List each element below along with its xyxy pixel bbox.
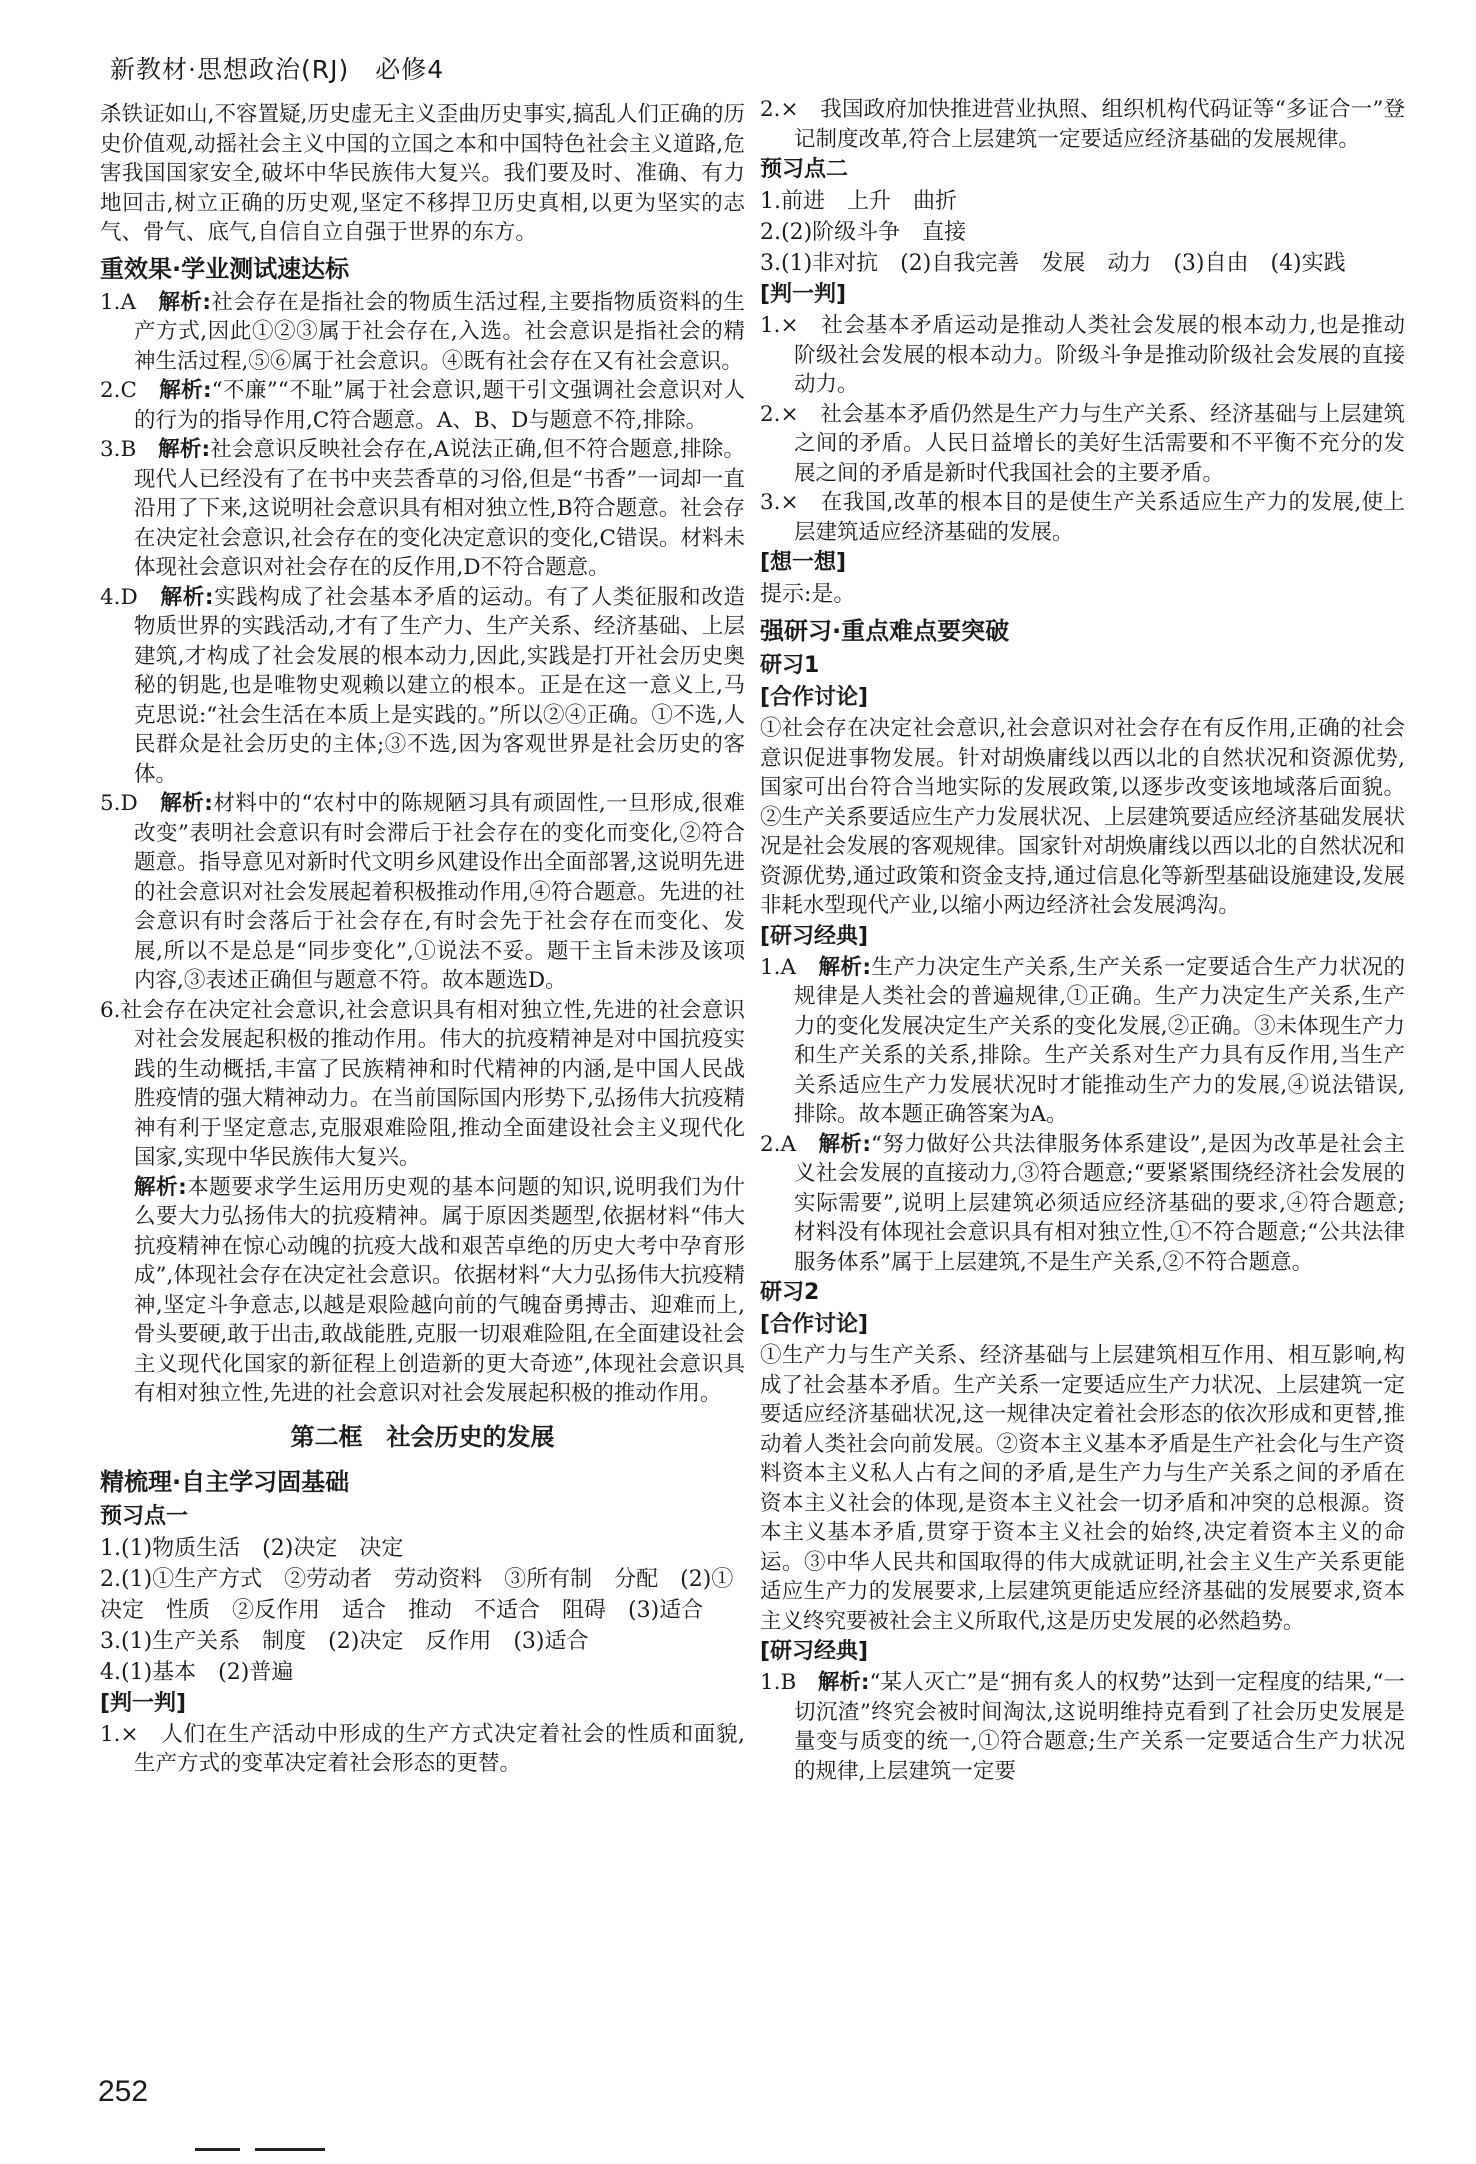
section-heading-study: 强研习·重点难点要突破 [760,617,1010,645]
analysis-label: 解析: [160,584,214,610]
classic-list-2 [760,1668,1405,1786]
answer-number: 1.A [100,289,159,315]
answer-item [760,1668,1405,1786]
analysis-label: 解析: [159,378,212,403]
judge-list [760,311,1405,547]
analysis-label: 解析: [817,1670,870,1695]
analysis-label: 解析: [158,289,211,315]
classic-list-1 [760,953,1405,1278]
analysis-text: “不廉”“不耻”属于社会意识,题干引文强调社会意识对人的行为的指导作用,C符合题意。A、B、D与题意不符,排除。 [134,378,745,433]
section-heading-effect: 重效果·学业测试速达标 [100,254,350,283]
page-header: 新教材·思想政治(RJ) 必修4 [110,55,445,84]
preview-point-1: 预习点一 [100,1503,189,1529]
footer-mark [195,2148,240,2151]
answer-number: 2.A [760,1131,819,1157]
analysis-text: “努力做好公共法律服务体系建设”,是因为改革是社会主义社会发展的直接动力,③符合题意;“要紧紧围绕经济社会发展的实际需要”,说明上层建筑必须适应经济基础的要求,④符合题意;材料没有体现社会意识具有相对独立性,①不符合题意;“公共法律服务体系”属于上层建筑,不是生产关系,②不符合题意。 [794,1131,1405,1275]
analysis-text: 材料中的“农村中的陈规陋习具有顽固性,一旦形成,很难改变”表明社会意识有时会滞后于社会存在的变化而变化,②符合题意。指导意见对新时代文明乡风建设作出全面部署,这说明先进的社会意识对社会发展起着积极推动作用,④符合题意。先进的社会意识有时会落后于社会存在,有时会先于社会存在而变化、发展,所以不是总是“同步变化”,①说法不妥。题干主旨未涉及该项内容,③表述正确但与题意不符。故本题选D。 [134,791,745,993]
answer-number: 2.C [100,378,160,403]
coop-label-2: [合作讨论] [760,1312,869,1337]
classic-label-1: [研习经典] [760,923,869,949]
intro-paragraph: 杀铁证如山,不容置疑,历史虚无主义歪曲历史事实,搞乱人们正确的历史价值观,动摇社会主义中国的立国之本和中国特色社会主义道路,危害我国国家安全,破坏中华民族伟大复兴。我们要及时、准确、有力地回击,树立正确的历史观,坚定不移捍卫历史真相,以更为坚实的志气、骨气、底气,自信自立自强于世界的东方。 [100,102,745,245]
analysis-text: 社会存在是指社会的物质生活过程,主要指物质资料的生产方式,因此①②③属于社会存在,入选。社会意识是指社会的精神生活过程,⑤⑥属于社会意识。④既有社会存在又有社会意识。 [134,289,745,374]
preview-answer-line: 2.(2)阶级斗争 直接 [760,220,967,245]
page-number: 252 [98,2075,149,2108]
judge-item-2: 2.× 我国政府加快推进营业执照、组织机构代码证等“多证合一”登记制度改革,符合上层建筑一定要适应经济基础的发展规律。 [760,97,1405,152]
preview-answers [100,1533,745,1688]
study-1-label: 研习1 [760,653,820,678]
analysis-label: 解析: [818,954,871,980]
judge-item: 1.× 社会基本矛盾运动是推动人类社会发展的根本动力,也是推动阶级社会发展的根本动力。阶级斗争是推动阶级社会发展的直接动力。 [760,313,1405,397]
preview-answers-2 [760,186,1405,279]
coop-discussion-1: ①社会存在决定社会意识,社会意识对社会存在有反作用,正确的社会意识促进事物发展。针对胡焕庸线以西以北的自然状况和资源优势,国家可出台符合当地实际的发展政策,以逐步改变该地域落后面貌。②生产关系要适应生产力发展状况、上层建筑要适应经济基础发展状况是社会发展的客观规律。国家针对胡焕庸线以西以北的自然状况和资源优势,通过政策和资金支持,通过信息化等新型基础设施建设,发展非耗水型现代产业,以缩小两边经济社会发展鸿沟。 [760,716,1406,918]
classic-label-2: [研习经典] [760,1639,869,1664]
preview-answer-line: 4.(1)基本 (2)普遍 [100,1659,294,1685]
answer-item [100,376,745,435]
judge-item: 2.× 社会基本矛盾仍然是生产力与生产关系、经济基础与上层建筑之间的矛盾。人民日益增长的美好生活需要和不平衡不充分的发展之间的矛盾是新时代我国社会的主要矛盾。 [760,401,1405,486]
lesson-title: 第二框 社会历史的发展 [290,1422,555,1451]
analysis-text: “某人灭亡”是“拥有炙人的权势”达到一定程度的结果,“一切沉渣”终究会被时间淘汰,这说明维持克看到了社会历史发展是量变与质变的统一,①符合题意;生产关系一定要适合生产力状况的规律,上层建筑一定要 [794,1670,1405,1784]
preview-point-2: 预习点二 [760,157,849,182]
section-heading-sort: 精梳理·自主学习固基础 [100,1467,350,1496]
right-column [760,95,1405,1786]
preview-answer-line: 3.(1)非对抗 (2)自我完善 发展 动力 (3)自由 (4)实践 [760,251,1346,276]
answer-number: 5.D [100,791,161,816]
judge-item: 3.× 在我国,改革的根本目的是使生产关系适应生产力的发展,使上层建筑适应经济基础的发展。 [760,490,1405,545]
think-answer: 提示:是。 [760,582,856,607]
answer-number: 1.B [760,1670,818,1695]
answer-number: 3.B [100,437,159,462]
analysis-text: 社会意识反映社会存在,A说法正确,但不符合题意,排除。现代人已经没有了在书中夹芸香草的习俗,但是“书香”一词却一直沿用了下来,这说明社会意识具有相对独立性,B符合题意。社会存在决定社会意识,社会存在的变化决定意识的变化,C错误。材料未体现社会意识对社会存在的反作用,D不符合题意。 [134,437,745,580]
answer-item [100,789,745,996]
preview-answer-line: 1.(1)物质生活 (2)决定 决定 [100,1535,404,1561]
answer-list [100,288,745,996]
left-column [100,100,745,1779]
answer-item-6-analysis [100,1173,745,1409]
answer-number: 4.D [100,584,161,610]
coop-label-1: [合作讨论] [760,685,869,710]
answer-item [100,583,745,790]
coop-discussion-2: ①生产力与生产关系、经济基础与上层建筑相互作用、相互影响,构成了社会基本矛盾。生产关系一定要适应生产力状况、上层建筑一定要适应经济基础状况,这一规律决定着社会形态的依次形成和更替,推动着人类社会向前发展。②资本主义基本矛盾是生产社会化与生产资料资本主义私人占有之间的矛盾,是生产力与生产关系之间的矛盾在资本主义社会的体现,是资本主义社会一切矛盾和冲突的总根源。资本主义基本矛盾,贯穿于资本主义社会的始终,决定着资本主义的命运。③中华人民共和国取得的伟大成就证明,社会主义生产关系更能适应生产力的发展要求,上层建筑更能适应经济基础的发展要求,资本主义终究要被社会主义所取代,这是历史发展的必然趋势。 [760,1343,1406,1634]
analysis-text: 生产力决定生产关系,生产关系一定要适合生产力状况的规律是人类社会的普遍规律,①正确。生产力决定生产关系,生产力的变化发展决定生产关系的变化发展,②正确。③未体现生产力和生产关系的关系,排除。生产关系对生产力具有反作用,当生产关系适应生产力发展状况时才能推动生产力的发展,④说法错误,排除。故本题正确答案为A。 [794,954,1405,1127]
analysis-label: 解析: [158,437,211,462]
answer-item [100,435,745,583]
answer-item [100,288,745,377]
judge-item-1: 1.× 人们在生产活动中形成的生产方式决定着社会的性质和面貌,生产方式的变革决定着社会形态的更替。 [100,1721,745,1776]
answer-item [760,1130,1405,1278]
analysis-text: 本题要求学生运用历史观的基本问题的知识,说明我们为什么要大力弘扬伟大的抗疫精神。属于原因类题型,依据材料“伟大抗疫精神在惊心动魄的抗疫大战和艰苦卓绝的历史大考中孕育形成”,体现社会存在决定社会意识。依据材料“大力弘扬伟大抗疫精神,坚定斗争意志,以越是艰险越向前的气魄奋勇搏击、迎难而上,骨头要硬,敢于出击,敢战能胜,克服一切艰难险阻,在全面建设社会主义现代化国家的新征程上创造新的更大奇迹”,体现社会意识具有相对独立性,先进的社会意识对社会发展起积极的推动作用。 [134,1174,745,1406]
analysis-label: 解析: [818,1131,871,1157]
analysis-label: 解析: [160,791,213,816]
think-label: [想一想] [760,550,847,575]
judge-label-2: [判一判] [760,282,847,307]
preview-answer-line: 2.(1)①生产方式 ②劳动者 劳动资料 ③所有制 分配 (2)①决定 性质 ②反作用 适合 推动 不适合 阻碍 (3)适合 [100,1566,734,1623]
analysis-text: 实践构成了社会基本矛盾的运动。有了人类征服和改造物质世界的实践活动,才有了生产力、生产关系、经济基础、上层建筑,才构成了社会发展的根本动力,因此,实践是打开社会历史奥秘的钥匙,也是唯物史观赖以建立的根本。正是在这一意义上,马克思说:“社会生活在本质上是实践的。”所以②④正确。①不选,人民群众是社会历史的主体;③不选,因为客观世界是社会历史的客体。 [134,584,745,787]
preview-answer-line: 3.(1)生产关系 制度 (2)决定 反作用 (3)适合 [100,1628,589,1654]
study-2-label: 研习2 [760,1280,820,1305]
answer-item [760,953,1405,1130]
answer-number: 1.A [760,954,819,980]
analysis-label: 解析: [134,1174,187,1200]
footer-mark [255,2148,325,2151]
preview-answer-line: 1.前进 上升 曲折 [760,189,957,214]
answer-item-6: 6.社会存在决定社会意识,社会意识具有相对独立性,先进的社会意识对社会发展起积极的推动作用。伟大的抗疫精神是对中国抗疫实践的生动概括,丰富了民族精神和时代精神的内涵,是中国人民战胜疫情的强大精神动力。在当前国际国内形势下,弘扬伟大抗疫精神有利于坚定意志,克服艰难险阻,推动全面建设社会主义现代化国家,实现中华民族伟大复兴。 [100,997,745,1170]
judge-label: [判一判] [100,1690,187,1716]
